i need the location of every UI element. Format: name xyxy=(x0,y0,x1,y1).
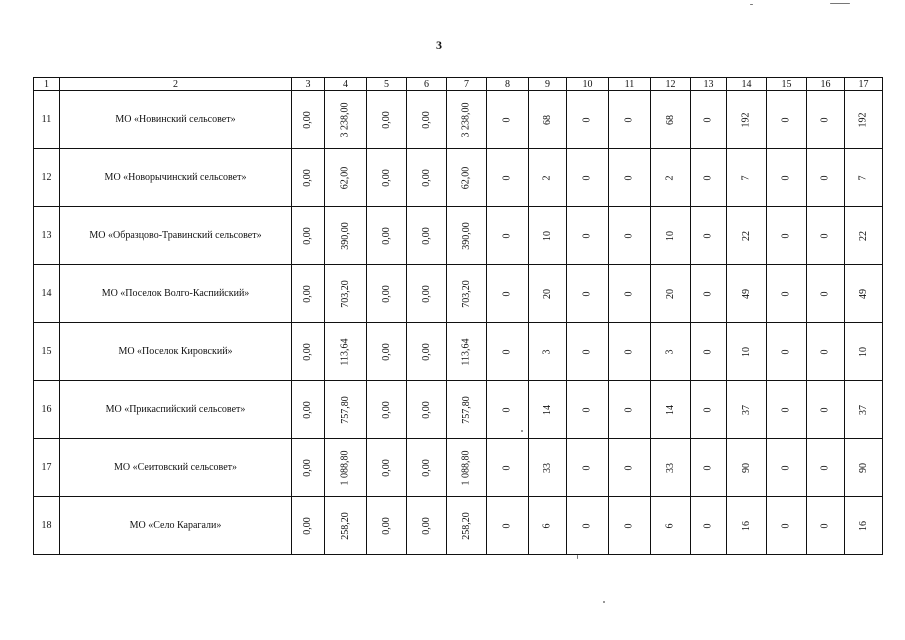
value-cell-12 xyxy=(651,497,691,555)
cell-value: 0 xyxy=(501,117,513,123)
cell-value: 10 xyxy=(740,347,752,357)
cell-value: 0 xyxy=(581,233,593,239)
cell-value: 0,00 xyxy=(380,343,392,361)
cell-value: 0,00 xyxy=(420,517,432,535)
cell-value: 0 xyxy=(780,233,792,239)
cell-value: 0 xyxy=(780,465,792,471)
table-row xyxy=(34,323,883,381)
cell-value: 3 238,00 xyxy=(460,102,472,138)
value-cell-5 xyxy=(367,439,407,497)
value-cell-13 xyxy=(691,149,727,207)
cell-value: 0,00 xyxy=(380,285,392,303)
cell-value: 0,00 xyxy=(302,401,313,419)
cell-value: 33 xyxy=(664,463,676,473)
value-cell-12 xyxy=(651,323,691,381)
value-cell-15 xyxy=(767,91,807,149)
row-number: 11 xyxy=(34,91,60,149)
value-cell-13 xyxy=(691,497,727,555)
cell-value: 0 xyxy=(819,465,831,471)
value-cell-12 xyxy=(651,207,691,265)
cell-value: 0 xyxy=(780,407,792,413)
cell-value: 7 xyxy=(740,175,752,181)
cell-value: 0,00 xyxy=(420,343,432,361)
cell-value: 0 xyxy=(780,175,792,181)
value-cell-10 xyxy=(567,265,609,323)
value-cell-6 xyxy=(407,265,447,323)
value-cell-15 xyxy=(767,439,807,497)
value-cell-8 xyxy=(487,497,529,555)
row-number: 12 xyxy=(34,149,60,207)
value-cell-17 xyxy=(845,265,883,323)
value-cell-15 xyxy=(767,207,807,265)
page-number: 3 xyxy=(436,38,442,52)
value-cell-6 xyxy=(407,439,447,497)
cell-value: 0 xyxy=(623,175,635,181)
column-header-4: 4 xyxy=(325,78,367,91)
value-cell-11 xyxy=(609,497,651,555)
scan-speck xyxy=(603,601,605,603)
cell-value: 0 xyxy=(501,523,513,529)
cell-value: 192 xyxy=(857,112,869,128)
cell-value: 703,20 xyxy=(339,280,351,308)
value-cell-17 xyxy=(845,439,883,497)
column-header-1: 1 xyxy=(34,78,60,91)
table-header xyxy=(34,78,883,91)
cell-value: 0 xyxy=(581,407,593,413)
cell-value: 192 xyxy=(740,112,752,128)
cell-value: 0 xyxy=(780,291,792,297)
cell-value: 0,00 xyxy=(380,459,392,477)
value-cell-11 xyxy=(609,149,651,207)
cell-value: 0 xyxy=(702,407,714,413)
value-cell-7 xyxy=(447,323,487,381)
value-cell-6 xyxy=(407,207,447,265)
value-cell-11 xyxy=(609,439,651,497)
municipality-name: МО «Поселок Кировский» xyxy=(60,323,292,381)
data-table xyxy=(33,77,883,555)
row-number: 17 xyxy=(34,439,60,497)
cell-value: 33 xyxy=(541,463,553,473)
cell-value: 0 xyxy=(702,175,714,181)
cell-value: 0 xyxy=(702,233,714,239)
cell-value: 90 xyxy=(740,463,752,473)
cell-value: 0 xyxy=(819,349,831,355)
value-cell-6 xyxy=(407,381,447,439)
value-cell-4 xyxy=(325,323,367,381)
cell-value: 6 xyxy=(541,523,553,529)
value-cell-5 xyxy=(367,323,407,381)
value-cell-4 xyxy=(325,381,367,439)
table-body xyxy=(34,91,883,555)
value-cell-12 xyxy=(651,439,691,497)
value-cell-3 xyxy=(292,323,325,381)
value-cell-15 xyxy=(767,381,807,439)
cell-value: 2 xyxy=(664,175,676,181)
cell-value: 0 xyxy=(501,175,513,181)
cell-value: 390,00 xyxy=(460,222,472,250)
cell-value: 16 xyxy=(740,521,752,531)
cell-value: 0 xyxy=(702,523,714,529)
cell-value: 10 xyxy=(664,231,676,241)
cell-value: 16 xyxy=(857,521,869,531)
column-header-17: 17 xyxy=(845,78,883,91)
cell-value: 49 xyxy=(857,289,869,299)
cell-value: 0,00 xyxy=(380,517,392,535)
value-cell-6 xyxy=(407,497,447,555)
value-cell-16 xyxy=(807,439,845,497)
value-cell-10 xyxy=(567,323,609,381)
value-cell-3 xyxy=(292,207,325,265)
cell-value: 90 xyxy=(857,463,869,473)
table-row xyxy=(34,439,883,497)
value-cell-16 xyxy=(807,497,845,555)
cell-value: 0 xyxy=(623,407,635,413)
value-cell-8 xyxy=(487,265,529,323)
municipality-name: МО «Прикаспийский сельсовет» xyxy=(60,381,292,439)
value-cell-11 xyxy=(609,91,651,149)
value-cell-14 xyxy=(727,265,767,323)
cell-value: 0 xyxy=(819,523,831,529)
row-number: 18 xyxy=(34,497,60,555)
row-number: 15 xyxy=(34,323,60,381)
cell-value: 7 xyxy=(857,175,869,181)
value-cell-5 xyxy=(367,497,407,555)
column-header-12: 12 xyxy=(651,78,691,91)
value-cell-15 xyxy=(767,149,807,207)
value-cell-7 xyxy=(447,207,487,265)
cell-value: 68 xyxy=(541,115,553,125)
municipality-name: МО «Новинский сельсовет» xyxy=(60,91,292,149)
row-number: 14 xyxy=(34,265,60,323)
column-header-11: 11 xyxy=(609,78,651,91)
value-cell-9 xyxy=(529,91,567,149)
scan-speck xyxy=(521,430,523,432)
cell-value: 0 xyxy=(702,117,714,123)
value-cell-7 xyxy=(447,91,487,149)
cell-value: 0,00 xyxy=(380,401,392,419)
value-cell-13 xyxy=(691,323,727,381)
value-cell-12 xyxy=(651,91,691,149)
value-cell-14 xyxy=(727,323,767,381)
cell-value: 0,00 xyxy=(302,227,313,245)
value-cell-11 xyxy=(609,265,651,323)
cell-value: 0 xyxy=(581,117,593,123)
cell-value: 0,00 xyxy=(302,459,313,477)
value-cell-10 xyxy=(567,497,609,555)
cell-value: 6 xyxy=(664,523,676,529)
value-cell-16 xyxy=(807,149,845,207)
value-cell-17 xyxy=(845,323,883,381)
value-cell-3 xyxy=(292,497,325,555)
cell-value: 0,00 xyxy=(420,401,432,419)
value-cell-10 xyxy=(567,207,609,265)
value-cell-3 xyxy=(292,381,325,439)
value-cell-11 xyxy=(609,207,651,265)
value-cell-16 xyxy=(807,265,845,323)
value-cell-8 xyxy=(487,207,529,265)
cell-value: 258,20 xyxy=(460,512,472,540)
value-cell-15 xyxy=(767,323,807,381)
cell-value: 0,00 xyxy=(420,169,432,187)
cell-value: 0 xyxy=(780,117,792,123)
cell-value: 390,00 xyxy=(339,222,351,250)
cell-value: 0 xyxy=(623,523,635,529)
column-header-7: 7 xyxy=(447,78,487,91)
value-cell-10 xyxy=(567,91,609,149)
cell-value: 10 xyxy=(857,347,869,357)
cell-value: 703,20 xyxy=(460,280,472,308)
cell-value: 0 xyxy=(581,175,593,181)
value-cell-15 xyxy=(767,265,807,323)
value-cell-9 xyxy=(529,439,567,497)
cell-value: 68 xyxy=(664,115,676,125)
municipality-name: МО «Поселок Волго-Каспийский» xyxy=(60,265,292,323)
cell-value: 0 xyxy=(623,233,635,239)
cell-value: 0,00 xyxy=(420,459,432,477)
cell-value: 22 xyxy=(857,231,869,241)
value-cell-17 xyxy=(845,207,883,265)
cell-value: 113,64 xyxy=(460,338,472,366)
value-cell-11 xyxy=(609,381,651,439)
value-cell-6 xyxy=(407,323,447,381)
value-cell-4 xyxy=(325,265,367,323)
column-header-8: 8 xyxy=(487,78,529,91)
column-header-15: 15 xyxy=(767,78,807,91)
table-row xyxy=(34,265,883,323)
value-cell-7 xyxy=(447,381,487,439)
row-number: 16 xyxy=(34,381,60,439)
cell-value: 0 xyxy=(780,523,792,529)
column-header-3: 3 xyxy=(292,78,325,91)
value-cell-4 xyxy=(325,91,367,149)
cell-value: 1 088,80 xyxy=(460,450,472,486)
column-header-13: 13 xyxy=(691,78,727,91)
table-row xyxy=(34,91,883,149)
cell-value: 10 xyxy=(541,231,553,241)
value-cell-17 xyxy=(845,497,883,555)
value-cell-5 xyxy=(367,91,407,149)
cell-value: 20 xyxy=(541,289,553,299)
value-cell-12 xyxy=(651,149,691,207)
value-cell-5 xyxy=(367,207,407,265)
cell-value: 0 xyxy=(501,465,513,471)
cell-value: 0,00 xyxy=(302,111,313,129)
value-cell-7 xyxy=(447,265,487,323)
value-cell-14 xyxy=(727,497,767,555)
value-cell-10 xyxy=(567,439,609,497)
cell-value: 20 xyxy=(664,289,676,299)
scan-speck xyxy=(750,4,753,5)
cell-value: 62,00 xyxy=(460,166,472,190)
value-cell-7 xyxy=(447,149,487,207)
table-row xyxy=(34,149,883,207)
table-row xyxy=(34,497,883,555)
cell-value: 0,00 xyxy=(380,227,392,245)
value-cell-7 xyxy=(447,439,487,497)
value-cell-9 xyxy=(529,149,567,207)
value-cell-4 xyxy=(325,439,367,497)
cell-value: 3 xyxy=(664,349,676,355)
cell-value: 0 xyxy=(623,117,635,123)
value-cell-14 xyxy=(727,439,767,497)
cell-value: 0 xyxy=(581,465,593,471)
cell-value: 3 xyxy=(541,349,553,355)
value-cell-17 xyxy=(845,381,883,439)
cell-value: 3 238,00 xyxy=(339,102,351,138)
value-cell-3 xyxy=(292,149,325,207)
scan-speck xyxy=(830,3,850,4)
cell-value: 757,80 xyxy=(339,396,351,424)
value-cell-7 xyxy=(447,497,487,555)
value-cell-8 xyxy=(487,439,529,497)
value-cell-13 xyxy=(691,265,727,323)
value-cell-6 xyxy=(407,149,447,207)
header-row xyxy=(34,78,883,91)
cell-value: 258,20 xyxy=(339,512,351,540)
cell-value: 113,64 xyxy=(339,338,351,366)
cell-value: 1 088,80 xyxy=(339,450,351,486)
cell-value: 0 xyxy=(501,407,513,413)
cell-value: 0 xyxy=(501,291,513,297)
value-cell-9 xyxy=(529,497,567,555)
cell-value: 37 xyxy=(857,405,869,415)
column-header-2: 2 xyxy=(60,78,292,91)
municipality-name: МО «Образцово-Травинский сельсовет» xyxy=(60,207,292,265)
cell-value: 22 xyxy=(740,231,752,241)
table-row xyxy=(34,207,883,265)
column-header-5: 5 xyxy=(367,78,407,91)
value-cell-17 xyxy=(845,149,883,207)
cell-value: 0 xyxy=(581,291,593,297)
cell-value: 62,00 xyxy=(339,166,351,190)
value-cell-6 xyxy=(407,91,447,149)
value-cell-12 xyxy=(651,265,691,323)
value-cell-4 xyxy=(325,497,367,555)
cell-value: 0 xyxy=(819,291,831,297)
value-cell-4 xyxy=(325,149,367,207)
cell-value: 0 xyxy=(623,465,635,471)
table-row xyxy=(34,381,883,439)
cell-value: 0,00 xyxy=(420,227,432,245)
value-cell-5 xyxy=(367,381,407,439)
value-cell-17 xyxy=(845,91,883,149)
value-cell-14 xyxy=(727,207,767,265)
value-cell-14 xyxy=(727,381,767,439)
value-cell-16 xyxy=(807,91,845,149)
value-cell-13 xyxy=(691,91,727,149)
municipality-name: МО «Новорычинский сельсовет» xyxy=(60,149,292,207)
value-cell-14 xyxy=(727,91,767,149)
cell-value: 0 xyxy=(702,291,714,297)
municipality-name: МО «Сеитовский сельсовет» xyxy=(60,439,292,497)
scan-speck xyxy=(577,555,578,559)
value-cell-14 xyxy=(727,149,767,207)
cell-value: 0,00 xyxy=(420,111,432,129)
value-cell-10 xyxy=(567,381,609,439)
column-header-10: 10 xyxy=(567,78,609,91)
value-cell-9 xyxy=(529,323,567,381)
value-cell-16 xyxy=(807,207,845,265)
value-cell-3 xyxy=(292,265,325,323)
column-header-16: 16 xyxy=(807,78,845,91)
value-cell-4 xyxy=(325,207,367,265)
value-cell-16 xyxy=(807,381,845,439)
cell-value: 0 xyxy=(623,291,635,297)
cell-value: 14 xyxy=(541,405,553,415)
value-cell-13 xyxy=(691,381,727,439)
cell-value: 0,00 xyxy=(302,517,313,535)
value-cell-11 xyxy=(609,323,651,381)
value-cell-5 xyxy=(367,265,407,323)
value-cell-5 xyxy=(367,149,407,207)
row-number: 13 xyxy=(34,207,60,265)
municipality-name: МО «Село Карагали» xyxy=(60,497,292,555)
value-cell-8 xyxy=(487,91,529,149)
column-header-9: 9 xyxy=(529,78,567,91)
value-cell-3 xyxy=(292,439,325,497)
cell-value: 0 xyxy=(501,349,513,355)
cell-value: 14 xyxy=(664,405,676,415)
cell-value: 49 xyxy=(740,289,752,299)
value-cell-9 xyxy=(529,265,567,323)
cell-value: 0,00 xyxy=(302,343,313,361)
value-cell-3 xyxy=(292,91,325,149)
cell-value: 0 xyxy=(819,117,831,123)
cell-value: 0 xyxy=(702,465,714,471)
cell-value: 2 xyxy=(541,175,553,181)
column-header-6: 6 xyxy=(407,78,447,91)
cell-value: 0 xyxy=(501,233,513,239)
cell-value: 0,00 xyxy=(380,169,392,187)
value-cell-9 xyxy=(529,207,567,265)
value-cell-12 xyxy=(651,381,691,439)
cell-value: 0 xyxy=(581,349,593,355)
cell-value: 0 xyxy=(623,349,635,355)
cell-value: 0,00 xyxy=(380,111,392,129)
value-cell-16 xyxy=(807,323,845,381)
cell-value: 0 xyxy=(702,349,714,355)
cell-value: 0,00 xyxy=(420,285,432,303)
value-cell-8 xyxy=(487,149,529,207)
cell-value: 0 xyxy=(780,349,792,355)
value-cell-15 xyxy=(767,497,807,555)
value-cell-9 xyxy=(529,381,567,439)
value-cell-10 xyxy=(567,149,609,207)
cell-value: 0 xyxy=(819,175,831,181)
cell-value: 0 xyxy=(581,523,593,529)
cell-value: 0 xyxy=(819,407,831,413)
cell-value: 0 xyxy=(819,233,831,239)
cell-value: 757,80 xyxy=(460,396,472,424)
cell-value: 37 xyxy=(740,405,752,415)
value-cell-13 xyxy=(691,207,727,265)
cell-value: 0,00 xyxy=(302,285,313,303)
cell-value: 0,00 xyxy=(302,169,313,187)
value-cell-8 xyxy=(487,323,529,381)
value-cell-13 xyxy=(691,439,727,497)
column-header-14: 14 xyxy=(727,78,767,91)
